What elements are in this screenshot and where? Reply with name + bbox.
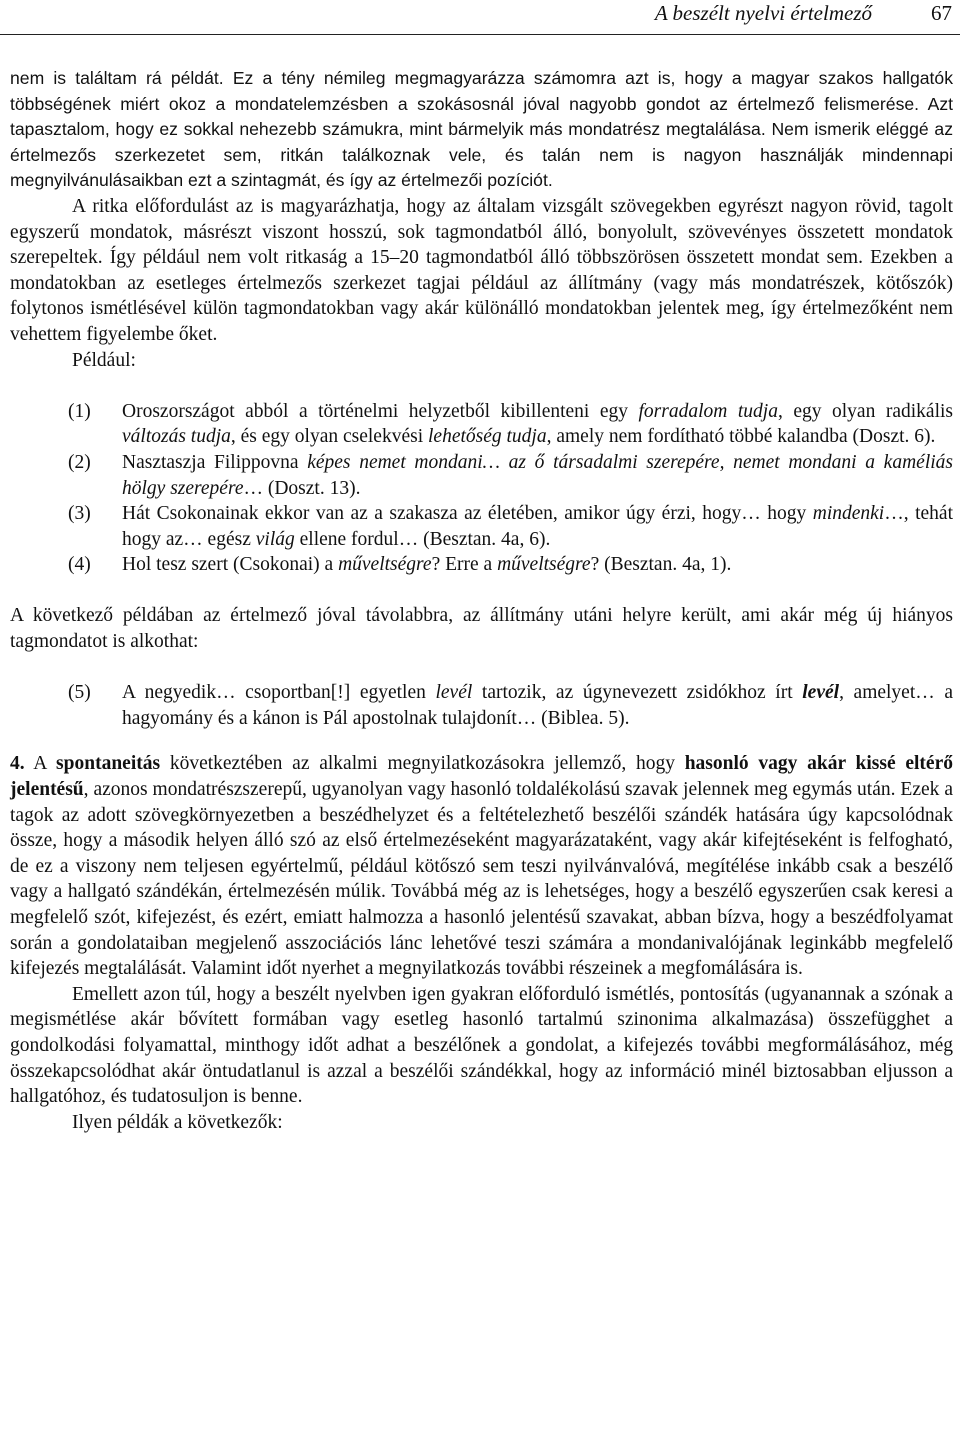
example-emphasis: világ: [255, 528, 295, 550]
example-text: Hát Csokonainak ekkor van az a szakasza az életében, amikor úgy érzi, hogy… hogy: [122, 503, 813, 525]
example-number: (3): [68, 503, 91, 525]
example-text: ? (Besztan. 4a, 1).: [590, 554, 732, 576]
example-emphasis: műveltségre: [497, 554, 591, 576]
example-number: (4): [68, 554, 91, 576]
running-title: A beszélt nyelvi értelmező: [654, 1, 872, 25]
section-keyword: hasonló vagy akár kissé eltérő jelentésű: [10, 753, 953, 801]
example-item: [10, 501, 953, 552]
example-text: , amely nem fordítható többé kalandba (Doszt. 6).: [546, 426, 936, 448]
example-list-1: [10, 399, 953, 578]
paragraph-for-example: Például:: [72, 349, 136, 371]
example-text: , egy olyan radikális: [777, 400, 953, 422]
paragraph-rare-occurrence: A ritka előfordulást az is magyarázhatja, hogy az általam vizsgált szövegekben egyrészt nagyon rövid, tagolt egyszerű mondatok, másrészt viszont hosszú, sok tagmondatból álló, bonyolult, szövevényes összetett mondatok szerepeltek. Így például nem volt ritkaság a 15–20 tagmondatból álló többszörösen összetett mondat sem. Ezekben a mondatokban az esetleges értelmezős szerkezet tagjai például az állítmány (vagy más mondatrészek, kötőszók) folytonos ismétlésével külön tagmondatokban vagy akár különálló mondatokban jelentek meg, így értelmezőként nem vehettem figyelembe őket.: [10, 195, 953, 345]
example-text: A negyedik… csoportban[!] egyetlen: [122, 682, 436, 704]
example-text: Oroszországot abból a történelmi helyzetből kibillenteni egy: [122, 400, 639, 422]
paragraph-intro: [10, 66, 953, 194]
spacer: [10, 373, 953, 399]
spacer: [10, 655, 953, 681]
example-text: tartozik, az úgynevezett zsidókhoz írt: [472, 682, 803, 704]
example-item: [10, 552, 953, 578]
section-text: A: [24, 753, 57, 775]
example-emphasis: műveltségre: [338, 554, 432, 576]
example-emphasis: forradalom tudja: [638, 400, 778, 422]
example-number: (1): [68, 400, 91, 422]
example-number: (2): [68, 451, 91, 473]
paragraph-section-4: [10, 751, 953, 981]
example-emphasis: képes nemet mondani… az ő társadalmi szerepére, nemet mondani a kaméliás hölgy szerepére: [122, 451, 953, 499]
example-strong-emphasis: levél: [802, 682, 840, 704]
section-keyword: spontaneitás: [56, 753, 161, 775]
paragraph-next-example: A következő példában az értelmező jóval távolabbra, az állítmány utáni helyre került, ami akár még új hiányos tagmondatot is alkothat:: [10, 605, 953, 653]
spacer: [10, 578, 953, 604]
example-emphasis: lehetőség tudja: [428, 426, 547, 448]
example-text: ? Erre a: [431, 554, 498, 576]
example-emphasis: mindenki: [812, 503, 885, 525]
example-item: [10, 450, 953, 501]
example-number: (5): [68, 682, 91, 704]
example-item: [10, 680, 953, 731]
example-text: Hol tesz szert (Csokonai) a: [122, 554, 339, 576]
spacer: [10, 731, 953, 751]
example-text: ellene fordul… (Besztan. 4a, 6).: [294, 528, 551, 550]
example-text: , amelyet… a hagyomány és a kánon is Pál apostolnak tulajdonít… (Biblea. 5).: [122, 682, 954, 729]
example-text: , és egy olyan cselekvési: [230, 426, 428, 448]
page-header: [0, 0, 960, 35]
page-body: [10, 66, 953, 1135]
example-item: [10, 399, 953, 450]
section-text: következtében az alkalmi megnyilatkozásokra jellemző, hogy: [160, 753, 685, 775]
paragraph-examples-follow: Ilyen példák a következők:: [72, 1111, 283, 1133]
page-number: 67: [931, 1, 952, 25]
section-number: 4.: [10, 753, 25, 775]
section-text: , azonos mondatrészszerepű, ugyanolyan vagy hasonló toldalékolású szavak jelennek meg egymás után. Ezek a tagok az adott szövegkörnyezetben a beszédhelyzet és a feltételezhető beszélői szándék hatására úgy kapcsolódnak össze, hogy a második helyen álló szó az első értelmezéseként magyarázataként, vagy akár kifejtéseként is felfogható, de ez a viszony nem teljesen egyértelmű, például kötőszó sem teszi nyilvánvalóvá, megítélése inkább csak a beszélő vagy a hallgató szándékán, értelmezésén múlik. Továbbá még az is lehetséges, hogy a beszélő egyszerűen csak keresi a megfelelő szót, kifejezést, és ezért, emiatt halmozza a hasonló jelentésű szavakat, abban bízva, hogy a beszédfolyamat során a gondolataiban megjelenő asszociációs lánc lehetővé teszi számára a mondanivalójának leginkább megfelelő kifejezés megtalálását. Valamint időt nyerhet a megnyilatkozás további részeinek a megfomálására is.: [10, 779, 953, 980]
example-text: …, tehát hogy az… egész: [122, 503, 953, 550]
example-list-2: [10, 680, 953, 731]
paragraph-intro-part-a: nem is találtam rá példát. Ez a tény némileg megmagyarázza számomra azt is, hogy a magyar szakos hallgatók többségének miért okoz a mondatelemzésben a szokásosnál jóval nagyobb gondot az értelmező felismerése.: [10, 68, 953, 114]
example-emphasis: változás tudja: [122, 426, 231, 448]
example-text: Nasztaszja Filippovna: [122, 451, 308, 473]
paragraph-repetition: Emellett azon túl, hogy a beszélt nyelvben igen gyakran előforduló ismétlés, pontosítás (ugyanannak a szónak a megismétlése akár bővített formában vagy esetleg hasonló tartalmú szinonima alkalmazása) összefügghet a gondolkodási folyamattal, minthogy időt adhat a beszélőnek a gondolat, a kifejezés további megformálásához, még összekapcsolódhat akár öntudatlanul is azzal a beszélői szándékkal, hogy az információ minél biztosabban eljusson a hallgatóhoz, és tudatosuljon is benne.: [10, 983, 953, 1108]
paragraph-intro-part-b: Azt tapasztalom, hogy ez sokkal nehezebb számukra, mint bármelyik más mondatrész megtalálása. Nem ismerik eléggé az értelmezős szerkezetet sem, ritkán találkoznak vele, és talán nem is nagyon használják mindennapi megnyilvánulásaikban ezt a szintagmát, és így az értelmezői pozíciót.: [10, 93, 953, 191]
example-text: … (Doszt. 13).: [243, 477, 361, 499]
example-emphasis: levél: [435, 682, 473, 704]
